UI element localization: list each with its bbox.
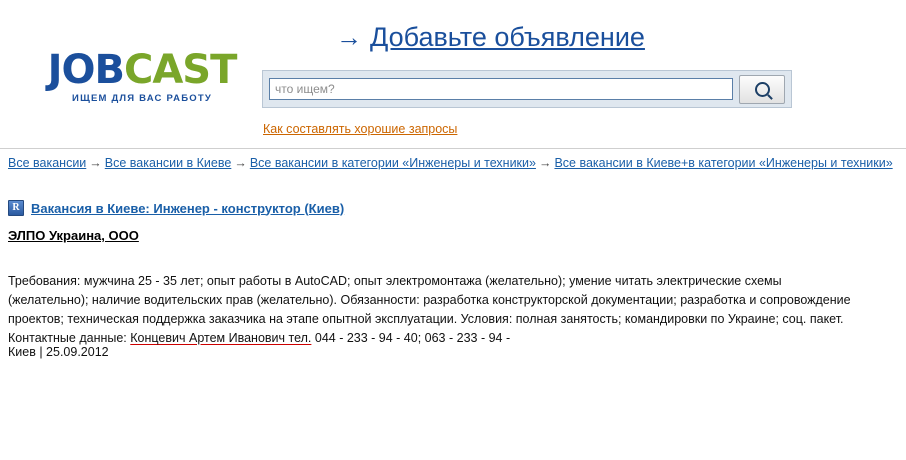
breadcrumb-item-2[interactable]: Все вакансии в категории «Инженеры и техники» bbox=[249, 156, 536, 170]
breadcrumb-separator-0: → bbox=[89, 156, 102, 170]
vacancy-description-part2: 044 - 233 - 94 - 40; 063 - 233 - 94 - bbox=[311, 331, 511, 345]
breadcrumb-item-0[interactable]: Все вакансии bbox=[8, 156, 87, 170]
add-ad-heading bbox=[336, 22, 645, 53]
header-divider bbox=[0, 148, 906, 149]
rss-icon[interactable]: R bbox=[8, 200, 24, 216]
company-name-link[interactable]: ЭЛПО Украина, ООО bbox=[8, 228, 139, 243]
logo-text-cast: CAST bbox=[123, 47, 237, 93]
logo-tagline: ИЩЕМ ДЛЯ ВАС РАБОТУ bbox=[72, 93, 212, 104]
breadcrumb-separator-1: → bbox=[234, 156, 247, 170]
vacancy-title-link[interactable]: Вакансия в Киеве: Инженер - конструктор (Киев) bbox=[31, 200, 345, 216]
search-input[interactable] bbox=[269, 78, 733, 100]
help-link-wrap bbox=[263, 122, 457, 136]
site-logo[interactable] bbox=[42, 47, 242, 104]
breadcrumb-item-1[interactable]: Все вакансии в Киеве bbox=[104, 156, 232, 170]
arrow-right-icon: → bbox=[336, 22, 362, 52]
vacancy-title-row bbox=[8, 200, 344, 216]
search-tips-link[interactable]: Как составлять хорошие запросы bbox=[263, 122, 458, 136]
breadcrumb-separator-2: → bbox=[538, 156, 552, 170]
vacancy-description-part1: Требования: мужчина 25 - 35 лет; опыт работы в AutoCAD; опыт электромонтажа (желательно); умение читать электрические схемы (желательно); наличие водительских прав (желательно). Обязанности: разработка конструкторской документации; разработка и сопровождение проектов; техническая поддержка заказчика на этапе опытной эксплуатации. Условия: полная занятость; командировки по Украине; соц. пакет. Контактные данные: bbox=[8, 274, 851, 345]
search-bar bbox=[262, 70, 792, 108]
search-icon bbox=[755, 82, 770, 97]
vacancy-description bbox=[8, 272, 860, 348]
contact-person: Концевич Артем Иванович тел. bbox=[130, 331, 312, 345]
logo-text-job: JOB bbox=[47, 47, 124, 93]
vacancy-meta: Киев | 25.09.2012 bbox=[8, 345, 109, 359]
breadcrumb-item-3[interactable]: Все вакансии в Киеве+в категории «Инженеры и техники» bbox=[554, 156, 893, 170]
logo-wordmark bbox=[42, 47, 242, 93]
add-ad-link[interactable]: Добавьте объявление bbox=[370, 22, 645, 52]
breadcrumb bbox=[8, 154, 898, 173]
page-header bbox=[0, 0, 906, 140]
search-button[interactable] bbox=[739, 75, 785, 104]
